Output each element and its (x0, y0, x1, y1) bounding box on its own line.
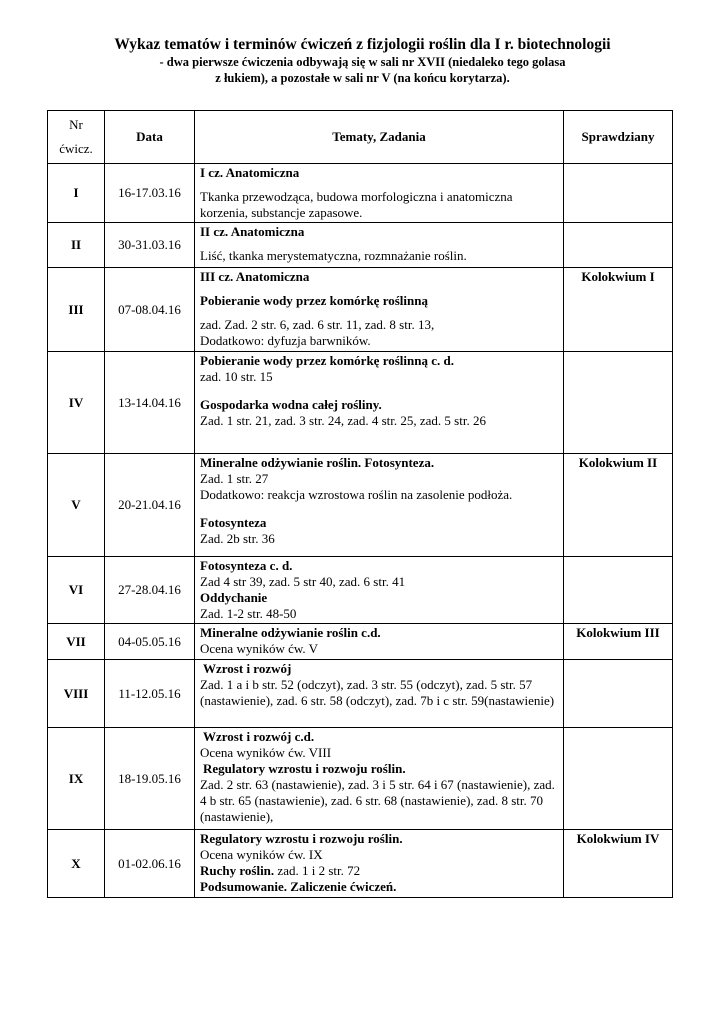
topic-line: I cz. Anatomiczna (200, 165, 300, 180)
table-header-row (48, 111, 673, 164)
row-test (564, 728, 673, 830)
topic-line: Zad. 1 str. 27 (200, 471, 269, 486)
topic-line: Regulatory wzrostu i rozwoju roślin. (200, 831, 403, 846)
topic-line: Dodatkowo: reakcja wzrostowa roślin na zasolenie podłoża. (200, 487, 513, 502)
topic-line: Mineralne odżywianie roślin. Fotosynteza. (200, 455, 435, 470)
row-test: Kolokwium IV (564, 830, 673, 898)
row-date: 27-28.04.16 (105, 557, 195, 624)
row-nr: X (48, 830, 105, 898)
table-row (48, 557, 673, 624)
row-nr: III (48, 268, 105, 352)
table-row (48, 830, 673, 898)
row-date: 18-19.05.16 (105, 728, 195, 830)
document-title: Wykaz tematów i terminów ćwiczeń z fizjologii roślin dla I r. biotechnologii (114, 36, 611, 53)
row-topics (195, 728, 564, 830)
row-nr: VIII (48, 660, 105, 728)
topic-line: Zad. 1-2 str. 48-50 (200, 606, 297, 621)
row-date: 13-14.04.16 (105, 352, 195, 454)
row-topics (195, 164, 564, 223)
header-nr-line-2: ćwicz. (59, 141, 93, 156)
topic-line: Oddychanie (200, 590, 268, 605)
row-nr: II (48, 223, 105, 268)
topic-line: Ocena wyników ćw. IX (200, 847, 323, 862)
topic-line: Pobieranie wody przez komórkę roślinną (200, 293, 428, 308)
topic-line: Fotosynteza (200, 515, 267, 530)
topic-line: II cz. Anatomiczna (200, 224, 305, 239)
row-topics (195, 557, 564, 624)
row-nr: IV (48, 352, 105, 454)
row-date: 20-21.04.16 (105, 454, 195, 557)
row-topics (195, 660, 564, 728)
topic-line: Zad 4 str 39, zad. 5 str 40, zad. 6 str. 41 (200, 574, 406, 589)
schedule-table (47, 110, 673, 898)
row-topics (195, 352, 564, 454)
row-test (564, 223, 673, 268)
topic-line: Pobieranie wody przez komórkę roślinną c. d. (200, 353, 454, 368)
document-subtitle-line-1: - dwa pierwsze ćwiczenia odbywają się w sali nr XVII (niedaleko tego golasa (159, 55, 566, 69)
table-row (48, 454, 673, 557)
row-test: Kolokwium II (564, 454, 673, 557)
header-nr-line-1: Nr (69, 117, 83, 132)
row-test (564, 660, 673, 728)
row-topics (195, 268, 564, 352)
document-header (0, 35, 725, 86)
topic-plain-part: zad. 1 i 2 str. 72 (277, 863, 361, 878)
row-nr: IX (48, 728, 105, 830)
topic-line: Liść, tkanka merystematyczna, rozmnażanie roślin. (200, 248, 467, 263)
row-test: Kolokwium I (564, 268, 673, 352)
row-date: 01-02.06.16 (105, 830, 195, 898)
topic-line: III cz. Anatomiczna (200, 269, 310, 284)
row-nr: V (48, 454, 105, 557)
document-subtitle-line-2: z łukiem), a pozostałe w sali nr V (na końcu korytarza). (215, 71, 510, 85)
row-test: Kolokwium III (564, 624, 673, 660)
row-topics (195, 830, 564, 898)
topic-line: Zad. 2 str. 63 (nastawienie), zad. 3 i 5 str. 64 i 67 (nastawienie), zad. 4 b str. 65 (nastawienie), zad. 6 str. 68 (nastawienie), zad. 8 str. 70 (nastawienie), (200, 777, 555, 824)
row-test (564, 164, 673, 223)
table-row (48, 268, 673, 352)
row-nr: VII (48, 624, 105, 660)
topic-line: Zad. 2b str. 36 (200, 531, 275, 546)
row-nr: I (48, 164, 105, 223)
table-row (48, 223, 673, 268)
header-nr (48, 111, 105, 164)
topic-line: Zad. 1 str. 21, zad. 3 str. 24, zad. 4 str. 25, zad. 5 str. 26 (200, 413, 486, 428)
row-topics (195, 223, 564, 268)
topic-line: Regulatory wzrostu i rozwoju roślin. (203, 761, 406, 776)
row-topics (195, 624, 564, 660)
table-row (48, 660, 673, 728)
topic-line: zad. 10 str. 15 (200, 369, 273, 384)
header-topics: Tematy, Zadania (195, 111, 564, 164)
table-row (48, 624, 673, 660)
row-date: 11-12.05.16 (105, 660, 195, 728)
table-row (48, 164, 673, 223)
row-test (564, 352, 673, 454)
topic-line: Tkanka przewodząca, budowa morfologiczna i anatomiczna korzenia, substancje zapasowe. (200, 189, 513, 220)
topic-line (200, 863, 559, 879)
table-row (48, 728, 673, 830)
topic-line: Mineralne odżywianie roślin c.d. (200, 625, 381, 640)
topic-line: Wzrost i rozwój c.d. (203, 729, 315, 744)
topic-bold-part: Ruchy roślin. (200, 863, 275, 878)
row-test (564, 557, 673, 624)
row-nr: VI (48, 557, 105, 624)
row-date: 16-17.03.16 (105, 164, 195, 223)
header-tests: Sprawdziany (564, 111, 673, 164)
topic-line: zad. Zad. 2 str. 6, zad. 6 str. 11, zad. 8 str. 13, (200, 317, 435, 332)
row-date: 04-05.05.16 (105, 624, 195, 660)
topic-line: Podsumowanie. Zaliczenie ćwiczeń. (200, 879, 397, 894)
topic-line: Ocena wyników ćw. VIII (200, 745, 332, 760)
topic-line: Dodatkowo: dyfuzja barwników. (200, 333, 371, 348)
topic-line: Ocena wyników ćw. V (200, 641, 319, 656)
header-date: Data (105, 111, 195, 164)
row-date: 07-08.04.16 (105, 268, 195, 352)
table-row (48, 352, 673, 454)
row-date: 30-31.03.16 (105, 223, 195, 268)
topic-line: Gospodarka wodna całej rośliny. (200, 397, 382, 412)
topic-line: Fotosynteza c. d. (200, 558, 293, 573)
topic-line: Wzrost i rozwój (203, 661, 292, 676)
topic-line: Zad. 1 a i b str. 52 (odczyt), zad. 3 str. 55 (odczyt), zad. 5 str. 57 (nastawienie), zad. 6 str. 58 (odczyt), zad. 7b i c str. 59(nastawienie) (200, 677, 555, 708)
row-topics (195, 454, 564, 557)
